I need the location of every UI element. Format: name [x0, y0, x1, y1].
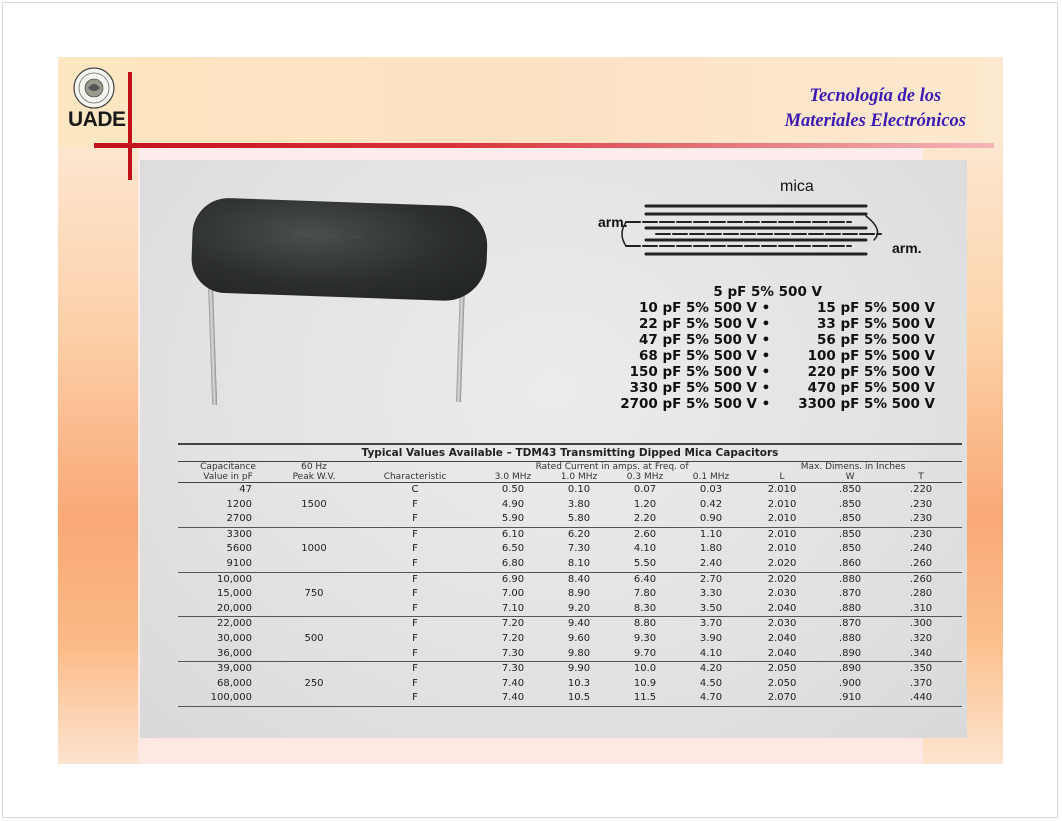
- table-cell: 11.5: [612, 691, 678, 706]
- table-row: [178, 512, 962, 527]
- column-header: L: [744, 472, 820, 483]
- table-cell: [278, 602, 350, 617]
- table-row: [178, 662, 962, 677]
- table-cell: .880: [838, 632, 862, 644]
- table-body: [178, 483, 962, 707]
- column-header: 0.1 MHz: [678, 472, 744, 483]
- table-cell: .280: [909, 588, 933, 600]
- table-cell: 2.20: [633, 513, 657, 525]
- table-cell: [278, 483, 350, 498]
- value-row: 22 pF 5% 500 V • 33 pF 5% 500 V: [638, 316, 935, 332]
- column-header: Value in pF: [178, 472, 278, 483]
- table-cell: 100,000: [178, 691, 278, 706]
- table-cell: F: [412, 602, 418, 614]
- table-cell: 7.20: [480, 617, 546, 632]
- table-cell: 7.40: [501, 677, 525, 689]
- table-cell: 2.010: [767, 513, 797, 525]
- table-row: [178, 498, 962, 513]
- table-cell: 36,000: [217, 647, 252, 659]
- title-line-1: Tecnología de los: [809, 86, 942, 106]
- table-cell: F: [412, 557, 418, 569]
- table-cell: 7.40: [480, 691, 546, 706]
- table-cell: 1200: [226, 498, 252, 510]
- table-cell: 8.40: [546, 572, 612, 587]
- table-cell: 15,000: [217, 588, 252, 600]
- table-cell: 8.90: [567, 588, 591, 600]
- table-row: [178, 617, 962, 632]
- table-cell: F: [412, 632, 418, 644]
- table-cell: 2.070: [744, 691, 820, 706]
- capacitor-lead-left: [208, 280, 217, 405]
- table-cell: 3.30: [699, 588, 723, 600]
- table-cell: 47: [239, 484, 252, 495]
- scanned-figure: [140, 160, 967, 738]
- table-cell: 1500: [301, 498, 327, 510]
- table-cell: 500: [304, 632, 324, 644]
- table-cell: F: [412, 677, 418, 689]
- armature-label-left: arm.: [598, 214, 628, 230]
- table-cell: 20,000: [217, 602, 252, 614]
- table-cell: 0.10: [567, 484, 591, 495]
- table-cell: 8.30: [633, 602, 657, 614]
- table-cell: 6.40: [612, 572, 678, 587]
- capacitor-specs-table: [178, 443, 962, 707]
- table-cell: 4.70: [678, 691, 744, 706]
- table-cell: .440: [880, 691, 962, 706]
- table-row: [178, 632, 962, 647]
- table-cell: [278, 512, 350, 527]
- value-top: 5 pF 5% 500 V: [713, 284, 822, 300]
- table-cell: [278, 662, 350, 677]
- table-cell: [278, 557, 350, 572]
- table-cell: .880: [820, 572, 880, 587]
- table-cell: .320: [909, 632, 933, 644]
- table-cell: 1.80: [699, 543, 723, 555]
- table-row: [178, 572, 962, 587]
- table-cell: .370: [909, 677, 933, 689]
- table-cell: 2.050: [767, 677, 797, 689]
- table-cell: .350: [880, 662, 962, 677]
- table-cell: .850: [838, 543, 862, 555]
- table-cell: 9.40: [546, 617, 612, 632]
- table-cell: 2.010: [767, 543, 797, 555]
- table-cell: .230: [909, 513, 933, 525]
- table-cell: 9.30: [633, 632, 657, 644]
- table-cell: 3.70: [678, 617, 744, 632]
- table-cell: 4.10: [699, 647, 723, 659]
- table-cell: 7.20: [501, 632, 525, 644]
- table-cell: 2700: [226, 513, 252, 525]
- table-cell: F: [350, 662, 480, 677]
- table-cell: .300: [880, 617, 962, 632]
- table-cell: .900: [838, 677, 862, 689]
- table-cell: 3.80: [567, 498, 591, 510]
- table-cell: 1.10: [678, 527, 744, 542]
- table-cell: 6.10: [480, 527, 546, 542]
- table-cell: 250: [304, 677, 324, 689]
- table-cell: 9.60: [567, 632, 591, 644]
- table-cell: F: [350, 527, 480, 542]
- table-cell: F: [412, 588, 418, 600]
- table-cell: 10.5: [546, 691, 612, 706]
- table-cell: 7.30: [567, 543, 591, 555]
- table-cell: [278, 617, 350, 632]
- table-cell: .850: [838, 484, 862, 495]
- value-row: 2700 pF 5% 500 V • 3300 pF 5% 500 V: [620, 396, 935, 412]
- value-row: 10 pF 5% 500 V • 15 pF 5% 500 V: [638, 300, 935, 316]
- table-cell: 5.80: [567, 513, 591, 525]
- table-row: [178, 587, 962, 602]
- table-cell: .890: [838, 647, 862, 659]
- table-cell: 4.10: [633, 543, 657, 555]
- table-cell: .850: [820, 527, 880, 542]
- table-cell: .230: [880, 527, 962, 542]
- table-cell: 1000: [301, 543, 327, 555]
- table-cell: 2.010: [744, 527, 820, 542]
- table-cell: 3300: [178, 527, 278, 542]
- red-vertical-rule: [128, 72, 132, 180]
- page-title: [785, 84, 966, 134]
- table-cell: 9.80: [567, 647, 591, 659]
- table-cell: 9.20: [567, 602, 591, 614]
- table-cell: 7.30: [501, 647, 525, 659]
- table-cell: 7.30: [480, 662, 546, 677]
- table-cell: 9.70: [633, 647, 657, 659]
- table-cell: 8.80: [612, 617, 678, 632]
- table-cell: F: [350, 617, 480, 632]
- value-row: 47 pF 5% 500 V • 56 pF 5% 500 V: [638, 332, 935, 348]
- table-cell: F: [412, 647, 418, 659]
- table-cell: 5.50: [633, 557, 657, 569]
- value-row: 68 pF 5% 500 V • 100 pF 5% 500 V: [638, 348, 935, 364]
- table-cell: [278, 572, 350, 587]
- value-row: 150 pF 5% 500 V • 220 pF 5% 500 V: [629, 364, 935, 380]
- armature-label-right: arm.: [892, 240, 922, 256]
- table-cell: .310: [909, 602, 933, 614]
- table-cell: 2.020: [767, 557, 797, 569]
- table-cell: .860: [838, 557, 862, 569]
- column-header: Characteristic: [350, 472, 480, 483]
- table-cell: F: [412, 513, 418, 525]
- mica-layers-diagram: [616, 200, 886, 260]
- table-cell: 1.20: [633, 498, 657, 510]
- table-cell: 6.80: [501, 557, 525, 569]
- table-cell: [278, 647, 350, 662]
- table-cell: 0.03: [699, 484, 723, 495]
- university-seal-icon: [70, 66, 118, 110]
- table-cell: 30,000: [217, 632, 252, 644]
- table-cell: 2.70: [678, 572, 744, 587]
- table-row: [178, 542, 962, 557]
- table-row: [178, 602, 962, 617]
- capacitor-values-list: [540, 284, 935, 412]
- table-cell: 10.3: [567, 677, 591, 689]
- table-cell: .850: [838, 513, 862, 525]
- table-caption: Typical Values Available – TDM43 Transmitting Dipped Mica Capacitors: [178, 443, 962, 462]
- table-cell: 4.90: [501, 498, 525, 510]
- column-header: 60 Hz: [301, 462, 327, 472]
- column-header: 3.0 MHz: [480, 472, 546, 483]
- table-cell: 2.010: [767, 498, 797, 510]
- column-header: Capacitance: [200, 462, 256, 472]
- table-cell: 0.07: [633, 484, 657, 495]
- table-cell: 0.42: [699, 498, 723, 510]
- column-header: T: [880, 472, 962, 483]
- table-cell: .340: [909, 647, 933, 659]
- table-cell: 2.030: [744, 617, 820, 632]
- table-cell: 10,000: [178, 572, 278, 587]
- table-cell: 6.20: [546, 527, 612, 542]
- table-row: [178, 557, 962, 572]
- group-header-dimens: Max. Dimens. in Inches: [800, 462, 906, 472]
- table-cell: .880: [838, 602, 862, 614]
- table-cell: [278, 691, 350, 706]
- table-cell: .910: [820, 691, 880, 706]
- table-cell: 2.60: [612, 527, 678, 542]
- table-row: [178, 677, 962, 692]
- table-cell: 2.020: [744, 572, 820, 587]
- table-cell: 4.50: [699, 677, 723, 689]
- table-cell: .890: [820, 662, 880, 677]
- uade-logo: UADE: [68, 108, 126, 131]
- column-header: Peak W.V.: [278, 472, 350, 483]
- table-cell: 3.90: [699, 632, 723, 644]
- table-cell: 6.50: [501, 543, 525, 555]
- column-header: 0.3 MHz: [612, 472, 678, 483]
- table-cell: 7.10: [501, 602, 525, 614]
- table-cell: F: [350, 691, 480, 706]
- table-cell: 0.50: [501, 484, 525, 495]
- table-cell: 9.90: [546, 662, 612, 677]
- table-cell: 4.20: [678, 662, 744, 677]
- table-cell: 9100: [226, 557, 252, 569]
- table-cell: 22,000: [178, 617, 278, 632]
- table-cell: F: [412, 543, 418, 555]
- table-cell: .260: [880, 572, 962, 587]
- table-cell: .230: [909, 498, 933, 510]
- table-cell: [278, 527, 350, 542]
- table-cell: 7.80: [633, 588, 657, 600]
- table-cell: .870: [820, 617, 880, 632]
- table-cell: 7.00: [501, 588, 525, 600]
- table-cell: 10.9: [633, 677, 657, 689]
- table-cell: 39,000: [178, 662, 278, 677]
- table-cell: 8.10: [567, 557, 591, 569]
- mica-label: mica: [780, 178, 814, 195]
- table-cell: 6.90: [480, 572, 546, 587]
- table-cell: 5600: [226, 543, 252, 555]
- table-row: [178, 527, 962, 542]
- table-cell: .870: [838, 588, 862, 600]
- table-cell: 2.040: [767, 632, 797, 644]
- title-line-2: Materiales Electrónicos: [784, 111, 966, 131]
- table-cell: 0.90: [699, 513, 723, 525]
- table-cell: 68,000: [217, 677, 252, 689]
- group-header-current: Rated Current in amps. at Freq. of: [535, 462, 689, 472]
- table-cell: 2.40: [699, 557, 723, 569]
- table-row: [178, 483, 962, 498]
- table-cell: .240: [909, 543, 933, 555]
- value-row: 330 pF 5% 500 V • 470 pF 5% 500 V: [629, 380, 935, 396]
- table-cell: C: [411, 484, 419, 495]
- table-cell: 2.040: [767, 602, 797, 614]
- table-cell: 5.90: [501, 513, 525, 525]
- table-cell: .850: [838, 498, 862, 510]
- column-header: W: [820, 472, 880, 483]
- table-cell: 2.030: [767, 588, 797, 600]
- table-cell: .220: [909, 484, 933, 495]
- table-row: [178, 691, 962, 706]
- table-cell: 2.010: [767, 484, 797, 495]
- capacitor-lead-right: [456, 282, 465, 402]
- table-cell: 2.040: [767, 647, 797, 659]
- table-cell: 2.050: [744, 662, 820, 677]
- table-row: [178, 647, 962, 662]
- table-cell: 3.50: [699, 602, 723, 614]
- table-cell: 750: [304, 588, 324, 600]
- mica-capacitor-photo: ——— —— ——: [190, 197, 488, 302]
- table-cell: F: [350, 572, 480, 587]
- table-cell: F: [412, 498, 418, 510]
- red-horizontal-rule: [94, 143, 994, 148]
- table-cell: 10.0: [612, 662, 678, 677]
- table-cell: .260: [909, 557, 933, 569]
- column-header: 1.0 MHz: [546, 472, 612, 483]
